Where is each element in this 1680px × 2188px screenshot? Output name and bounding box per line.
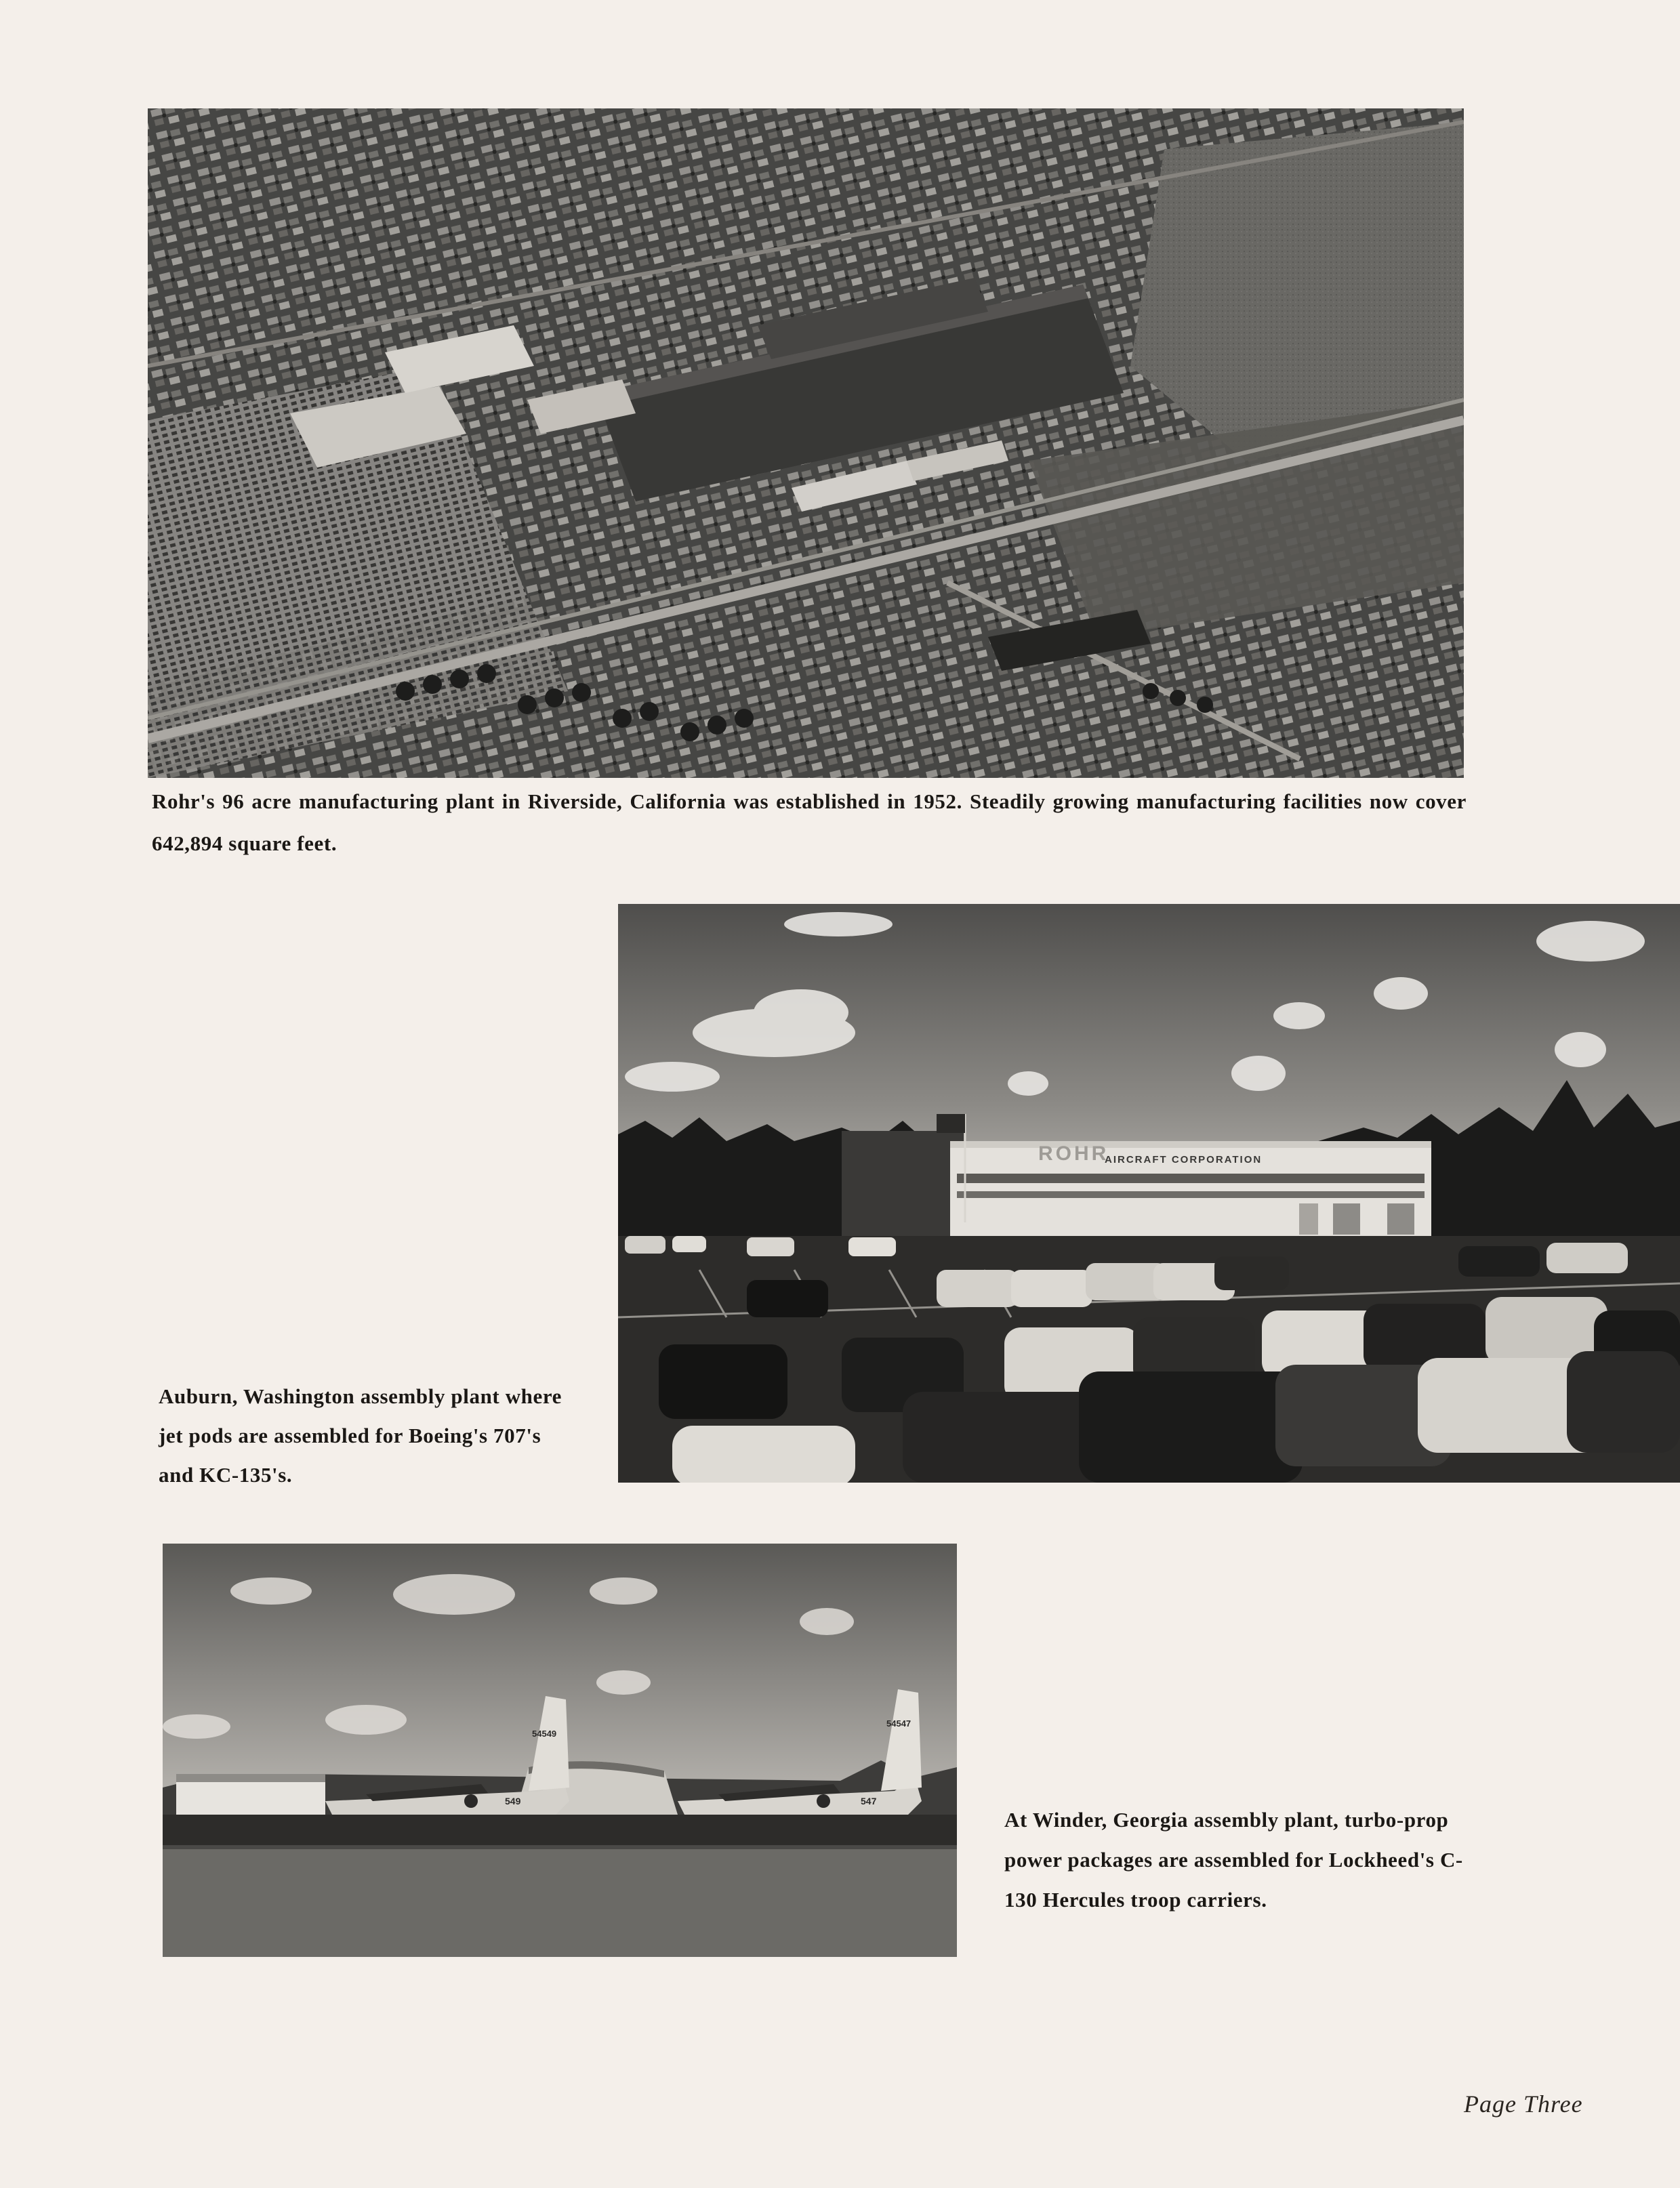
auburn-photo-caption: Auburn, Washington assembly plant where jet pods are assembled for Boeing's 707's and KC-135's. <box>159 1384 562 1487</box>
winder-plant-photo <box>163 1544 957 1957</box>
right-plane-nose-number: 547 <box>861 1796 877 1807</box>
building-sign-aircraft-corporation: AIRCRAFT CORPORATION <box>1105 1154 1263 1165</box>
winder-photo-caption: At Winder, Georgia assembly plant, turbo-prop power packages are assembled for Lockheed's C-130 Hercules troop carriers. <box>1004 1808 1463 1912</box>
left-plane-tail-number: 54549 <box>532 1729 557 1739</box>
left-plane-nose-number: 549 <box>505 1796 521 1807</box>
riverside-plant-aerial-photo <box>148 108 1464 778</box>
auburn-plant-photo <box>618 904 1680 1483</box>
riverside-photo-caption: Rohr's 96 acre manufacturing plant in Riverside, California was established in 1952. Steadily growing manufacturing facilities now cover 642,894 square feet. <box>152 789 1467 855</box>
building-sign-rohr: ROHR <box>1038 1142 1109 1165</box>
right-plane-tail-number: 54547 <box>886 1718 911 1729</box>
page-number: Page Three <box>1464 2090 1583 2118</box>
